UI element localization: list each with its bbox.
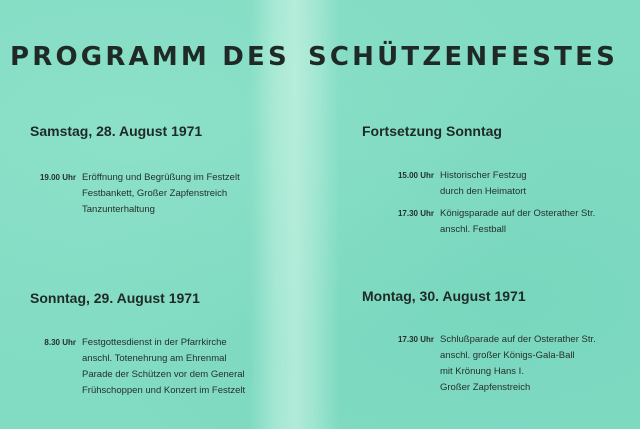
- entry-lines: [82, 170, 240, 218]
- entry-time: 17.30 Uhr: [397, 335, 434, 344]
- entry-line: Königsparade auf der Osterather Str.: [440, 208, 596, 219]
- entry-time: 19.00 Uhr: [39, 173, 76, 182]
- entry-line: anschl. großer Königs-Gala-Ball: [440, 350, 575, 361]
- title-part-2: SCHÜTZENFESTES: [307, 42, 618, 72]
- entry-lines: [82, 335, 245, 399]
- day-heading-fortsetzung: Fortsetzung Sonntag: [362, 123, 502, 139]
- entry-line: Historischer Festzug: [440, 170, 527, 181]
- entry-line: durch den Heimatort: [440, 186, 527, 197]
- entry-line: Frühschoppen und Konzert im Festzelt: [82, 385, 246, 396]
- entry-line: Tanzunterhaltung: [82, 204, 155, 215]
- entry-line: Schlußparade auf der Osterather Str.: [440, 334, 596, 345]
- entry-lines: [440, 332, 596, 396]
- entry-line: anschl. Festball: [440, 224, 507, 235]
- title-part-1: PROGRAMM DES: [10, 42, 290, 72]
- entry-time: 15.00 Uhr: [397, 171, 434, 180]
- entry-line: Festgottesdienst in der Pfarrkirche: [82, 337, 227, 348]
- entry-line: Festbankett, Großer Zapfenstreich: [82, 188, 228, 199]
- page-title: [10, 42, 630, 72]
- entry-line: mit Krönung Hans I.: [440, 366, 524, 377]
- entry-lines: [440, 168, 527, 200]
- entry-time: 17.30 Uhr: [397, 209, 434, 218]
- entry-line: Eröffnung und Begrüßung im Festzelt: [82, 172, 240, 183]
- entry-line: anschl. Totenehrung am Ehrenmal: [82, 353, 227, 364]
- entry-lines: [440, 206, 595, 238]
- day-heading-samstag: Samstag, 28. August 1971: [30, 123, 203, 139]
- entry-time: 8.30 Uhr: [44, 338, 76, 347]
- day-heading-sonntag: Sonntag, 29. August 1971: [30, 290, 200, 306]
- day-heading-montag: Montag, 30. August 1971: [362, 288, 526, 304]
- entry-line: Parade der Schützen vor dem General: [82, 369, 245, 380]
- entry-line: Großer Zapfenstreich: [440, 382, 531, 393]
